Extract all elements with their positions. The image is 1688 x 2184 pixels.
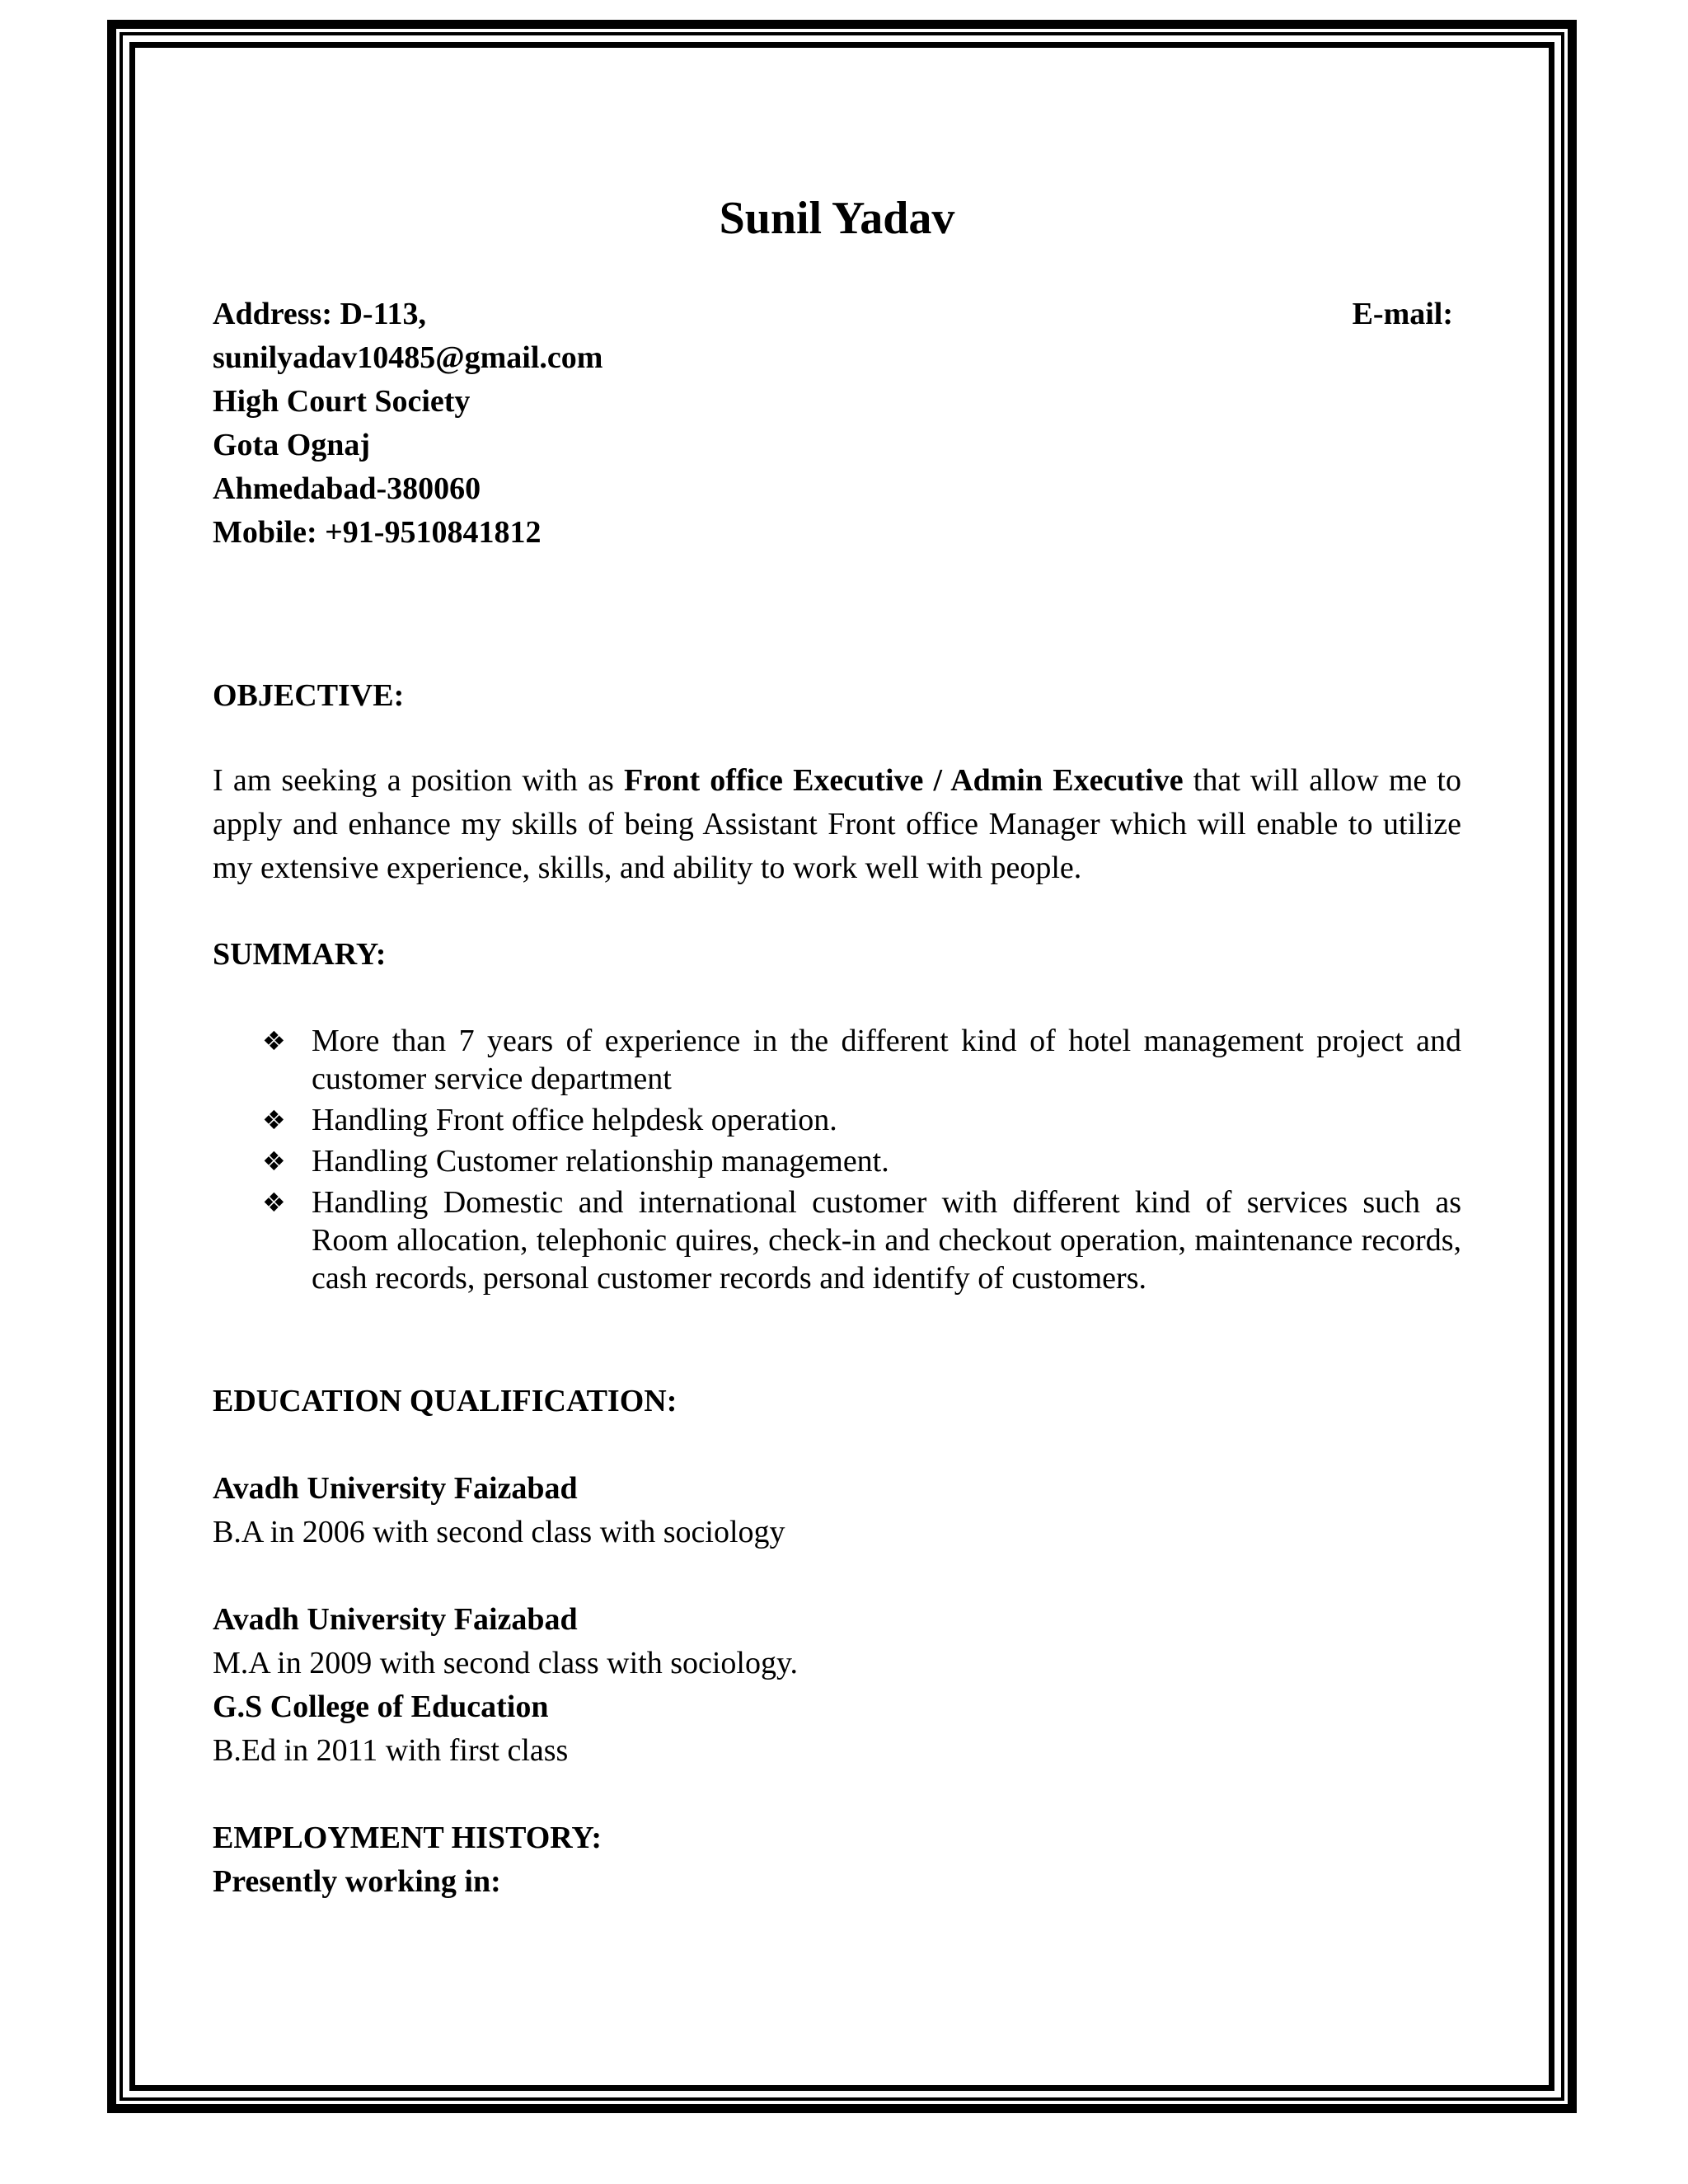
summary-list — [213, 1022, 1461, 1297]
diamond-bullet-icon: ❖ — [262, 1025, 286, 1057]
objective-position: Front office Executive / Admin Executive — [623, 763, 1184, 798]
list-item — [213, 1022, 1461, 1098]
summary-item-text: More than 7 years of experience in the different kind of hotel management project and customer service department — [312, 1024, 1461, 1096]
address-line-3: Gota Ognaj — [213, 428, 371, 462]
objective-heading: OBJECTIVE: — [213, 678, 405, 713]
address-line-2: High Court Society — [213, 384, 471, 419]
education-entry — [213, 1685, 1461, 1773]
education-detail: B.A in 2006 with second class with sociology — [213, 1515, 785, 1549]
education-entry — [213, 1467, 1461, 1554]
education-institution: Avadh University Faizabad — [213, 1602, 578, 1637]
education-institution: G.S College of Education — [213, 1690, 549, 1724]
summary-heading: SUMMARY: — [213, 937, 387, 972]
mobile-number: Mobile: +91-9510841812 — [213, 515, 542, 550]
address-first-line — [213, 293, 1461, 336]
resume-content — [213, 190, 1461, 1904]
list-item — [213, 1142, 1461, 1180]
education-detail: M.A in 2009 with second class with sociology. — [213, 1646, 798, 1680]
list-item — [213, 1101, 1461, 1139]
education-detail: B.Ed in 2011 with first class — [213, 1733, 569, 1768]
objective-text-start: I am seeking a position with as — [213, 763, 624, 798]
contact-block — [213, 293, 1461, 555]
list-item — [213, 1183, 1461, 1297]
employment-heading: EMPLOYMENT HISTORY: — [213, 1821, 602, 1855]
diamond-bullet-icon: ❖ — [262, 1104, 286, 1136]
objective-text — [213, 759, 1461, 890]
summary-item-text: Handling Domestic and international customer with different kind of services such as Room allocation, telephonic quires, check-in and checkout operation, maintenance records, cash records, personal customer records and identify of customers. — [312, 1185, 1461, 1296]
email-address: sunilyadav10485@gmail.com — [213, 340, 603, 375]
employment-subheading: Presently working in: — [213, 1864, 501, 1899]
objective-text-end: that will allow me to apply and enhance my skills of being Assistant Front office Manager which will enable to utilize my extensive experience, skills, and ability to work well with people. — [213, 763, 1461, 885]
resume-name: Sunil Yadav — [719, 193, 955, 244]
diamond-bullet-icon: ❖ — [262, 1146, 286, 1177]
education-institution: Avadh University Faizabad — [213, 1471, 578, 1506]
diamond-bullet-icon: ❖ — [262, 1187, 286, 1218]
education-entry — [213, 1598, 1461, 1685]
summary-item-text: Handling Customer relationship management. — [312, 1144, 889, 1179]
email-label: E-mail: — [1352, 297, 1453, 331]
summary-item-text: Handling Front office helpdesk operation. — [312, 1103, 837, 1137]
address-line-1: Address: D-113, — [213, 297, 426, 331]
address-line-4: Ahmedabad-380060 — [213, 471, 481, 506]
education-heading: EDUCATION QUALIFICATION: — [213, 1384, 678, 1418]
